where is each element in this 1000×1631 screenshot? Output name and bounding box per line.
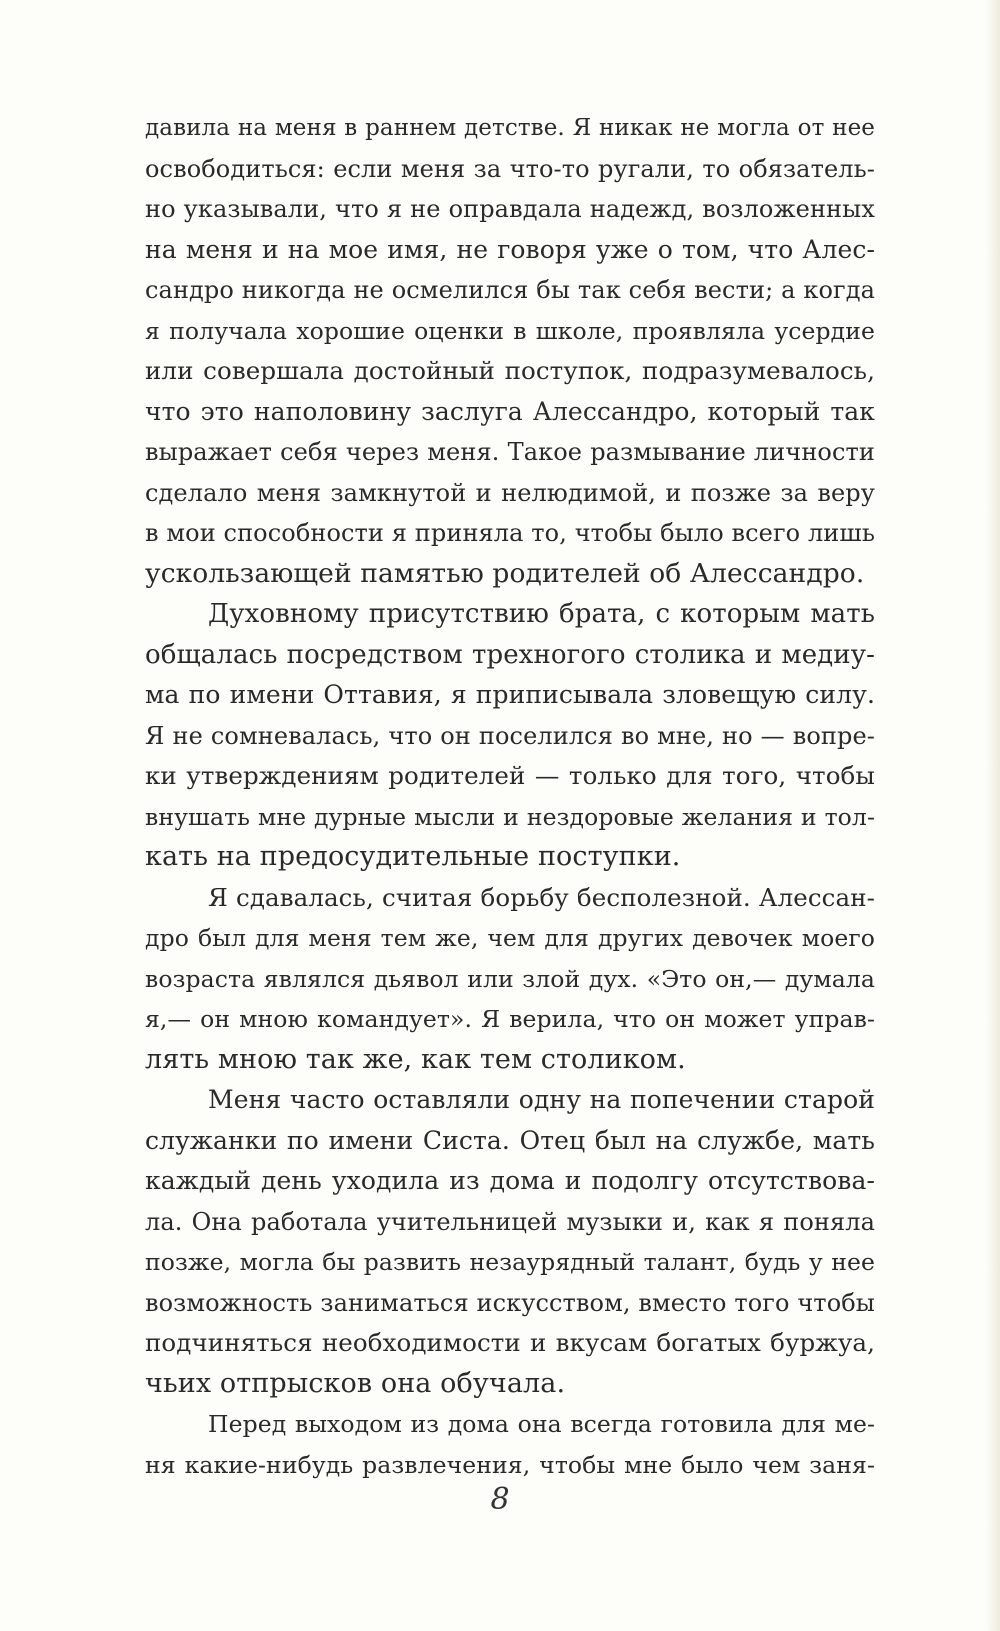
text-line: выражает себя через меня. Такое размывание личности [145, 438, 875, 466]
text-line: служанки по имени Систа. Отец был на службе, мать [145, 1125, 875, 1155]
text-line: сделало меня замкнутой и нелюдимой, и позже за веру [145, 478, 875, 507]
text-line: я получала хорошие оценки в школе, проявляла усердие [145, 316, 875, 345]
text-line: ня какие-нибудь развлечения, чтобы мне было чем заня- [145, 1450, 875, 1479]
body-text [145, 108, 875, 1485]
text-line: но указывали, что я не оправдала надежд, возложенных [145, 195, 875, 223]
text-line: чьих отпрысков она обучала. [145, 1367, 566, 1399]
text-line: или совершала достойный поступок, подразумевалось, [145, 356, 875, 385]
text-line: в мои способности я приняла то, чтобы было всего лишь [145, 519, 875, 547]
paragraph-first-line: Перед выходом из дома она всегда готовила для ме- [208, 1410, 875, 1438]
text-line: подчиняться необходимости и вкусам богатых буржуа, [145, 1328, 875, 1357]
text-line: позже, могла бы развить незаурядный талант, будь у нее [145, 1248, 875, 1276]
text-line: ки утверждениям родителей — только для того, чтобы [145, 761, 875, 790]
text-line: ма по имени Оттавия, я приписывала зловещую силу. [145, 680, 875, 709]
text-line: возможность заниматься искусством, вместо того чтобы [145, 1288, 875, 1317]
text-line: ла. Она работала учительницей музыки и, как я поняла [145, 1207, 875, 1236]
text-line: каждый день уходила из дома и подолгу отсутствова- [145, 1166, 875, 1195]
paragraph-first-line: Я сдавалась, считая борьбу бесполезной. Алессан- [208, 882, 875, 912]
text-line: освободиться: если меня за что-то ругали, то обязатель- [145, 154, 875, 183]
page-edge-shadow [986, 0, 1000, 1631]
text-line: общалась посредством трехногого столика и медиу- [145, 639, 875, 670]
paragraph-first-line: Меня часто оставляли одну на попечении старой [208, 1085, 875, 1114]
text-line: на меня и на мое имя, не говоря уже о том, что Алес- [145, 234, 875, 264]
text-line: я,— он мною командует». Я верила, что он может управ- [145, 1005, 875, 1033]
text-line: внушать мне дурные мысли и нездоровые желания и тол- [145, 802, 875, 831]
text-line: Я не сомневалась, что он поселился во мне, но — вопре- [145, 721, 875, 750]
text-line: давила на меня в раннем детстве. Я никак не могла от нее [145, 115, 875, 141]
text-line: возраста являлся дьявол или злой дух. «Это он,— думала [145, 964, 875, 993]
text-line: кать на предосудительные поступки. [145, 841, 681, 872]
text-line: ускользающей памятью родителей об Алессандро. [145, 557, 865, 589]
text-line: лять мною так же, как тем столиком. [145, 1043, 686, 1075]
text-line: что это наполовину заслуга Алессандро, который так [145, 396, 875, 426]
text-line: дро был для меня тем же, чем для других девочек моего [145, 924, 875, 952]
page-number: 8 [490, 1482, 510, 1517]
paragraph-first-line: Духовному присутствию брата, с которым мать [208, 599, 875, 629]
text-line: сандро никогда не осмелился бы так себя вести; а когда [145, 276, 875, 304]
